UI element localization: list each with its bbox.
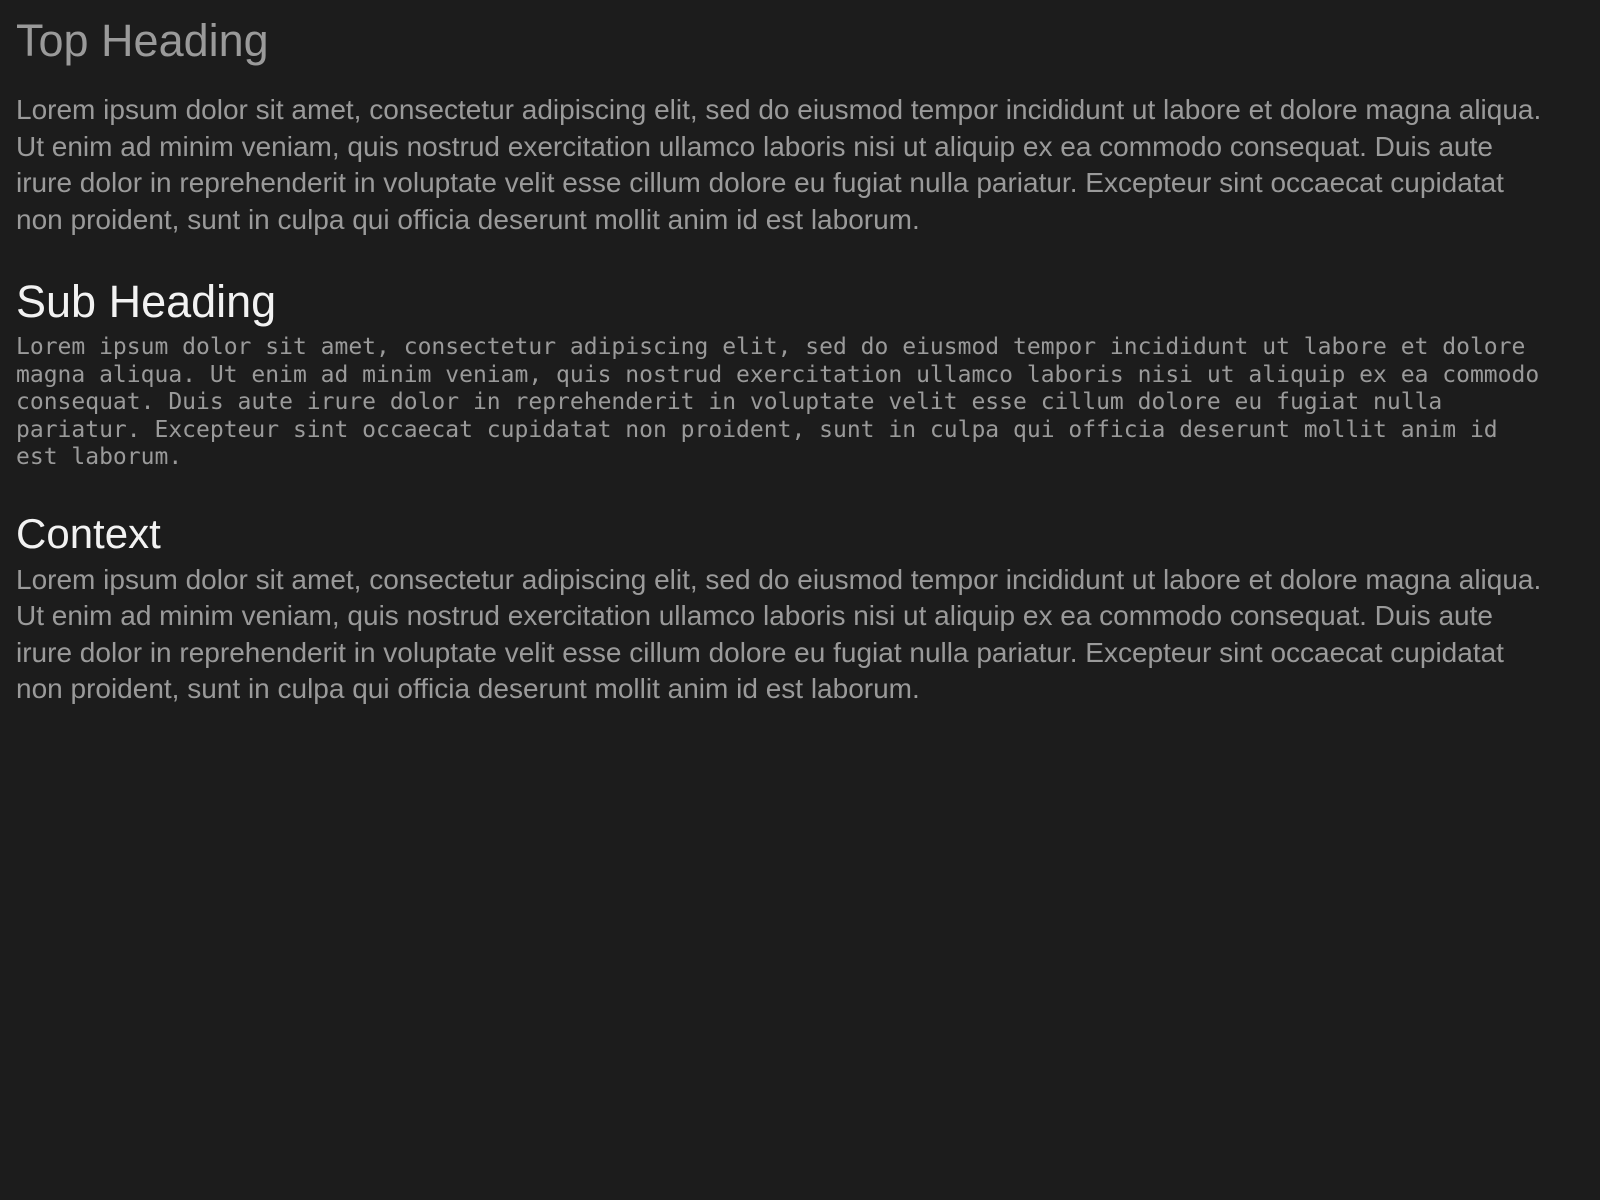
context-heading: Context [16, 509, 161, 557]
top-heading: Top Heading [16, 15, 269, 66]
sub-heading: Sub Heading [16, 276, 277, 327]
intro-paragraph: Lorem ipsum dolor sit amet, consectetur adipiscing elit, sed do eiusmod tempor incididunt ut labore et dolore magna aliqua. Ut enim ad minim veniam, quis nostrud exercitation ullamco laboris nisi ut aliquip ex ea commodo consequat. Duis aute irure dolor in reprehenderit in voluptate velit esse cillum dolore eu fugiat nulla pariatur. Excepteur sint occaecat cupidatat non proident, sunt in culpa qui officia deserunt mollit anim id est laborum. [16, 94, 1542, 235]
context-paragraph: Lorem ipsum dolor sit amet, consectetur adipiscing elit, sed do eiusmod tempor incididunt ut labore et dolore magna aliqua. Ut enim ad minim veniam, quis nostrud exercitation ullamco laboris nisi ut aliquip ex ea commodo consequat. Duis aute irure dolor in reprehenderit in voluptate velit esse cillum dolore eu fugiat nulla pariatur. Excepteur sint occaecat cupidatat non proident, sunt in culpa qui officia deserunt mollit anim id est laborum. [16, 563, 1542, 704]
document-page [16, 15, 1584, 708]
monospace-paragraph: Lorem ipsum dolor sit amet, consectetur adipiscing elit, sed do eiusmod tempor incididunt ut labore et dolore magna aliqua. Ut enim ad minim veniam, quis nostrud exercitation ullamco laboris nisi ut aliquip ex ea commodo consequat. Duis aute irure dolor in reprehenderit in voluptate velit esse cillum dolore eu fugiat nulla pariatur. Excepteur sint occaecat cupidatat non proident, sunt in culpa qui officia deserunt mollit anim id est laborum. [16, 334, 1554, 470]
